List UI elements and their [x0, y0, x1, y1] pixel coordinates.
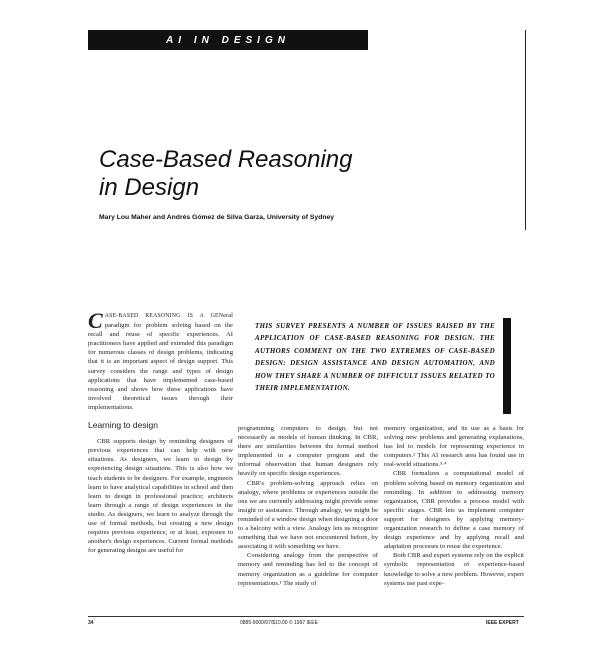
- column-rule: [525, 30, 526, 230]
- article-abstract: THIS SURVEY PRESENTS A NUMBER OF ISSUES RAISED BY THE APPLICATION OF CASE-BASED REASONING FOR DESIGN. THE AUTHORS COMMENT ON THE TWO EXTREMES OF CASE-BASED DESIGN: DESIGN ASSISTANCE AND DESIGN AUTOMATION, AND HOW THEY SHARE A NUMBER OF DIFFICULT ISSUES RELATED TO THEIR IMPLEMENTATION.: [255, 322, 495, 393]
- col3-paragraph-2: CBR formalizes a computational model of problem solving based on memory organization and reminding. In addition to addressing memory organization, CBR provides a process model with specific stages. CBR lets us implement computer support for designers by applying memory-organization research to define a case memory of design experience and by applying recall and adaptation processes to reuse the experience.: [384, 470, 524, 551]
- body-column-1: [88, 308, 233, 555]
- body-column-2: [238, 424, 378, 588]
- body-column-3: [384, 424, 524, 588]
- col3-paragraph-1: memory organization, and its use as a basis for solving new problems and generating explanations, has led to models for representing experience in computers.² This AI research area has found use in real-world situations.³·⁴: [384, 425, 524, 469]
- section-banner-text: AI IN DESIGN: [166, 34, 290, 46]
- article-title: [99, 146, 519, 202]
- author-byline: Mary Lou Maher and Andrés Gómez de Silva Garza, University of Sydney: [99, 214, 335, 221]
- col1-paragraph: CBR supports design by reminding designers of previous experiences that can help with new situations. As designers, we learn to design by experiencing design situations. This is also how we teach students to be designers. For example, engineers learn to have analytical capabilities in school and then learn to design in professional practice; architects learn through a range of design experiences in the studio. As designers, we learn to analyze through the use of formal methods, but creating a new design requires previous experience, or at least, exposure to another's design experiences. Current formal methods for generating designs are useful for: [88, 438, 233, 555]
- col2-paragraph-3: Considering analogy from the perspective of memory and reminding has led to the concept of memory organization as a guideline for computer representations.¹ The study of: [238, 552, 378, 587]
- title-line-2: in Design: [99, 174, 200, 201]
- col2-paragraph-1: programming computers to design, but not necessarily as models of human thinking. In CBR, there are similarities between the formal method implemented in a computer program and the informal observation that human designers rely heavily on specific design experiences.: [238, 425, 378, 478]
- title-line-1: Case-Based Reasoning: [99, 146, 353, 173]
- footer-rule: [88, 616, 524, 617]
- intro-rest: eral paradigm for problem solving based on the recall and reuse of specific experiences. AI practitioners have applied and extended this paradigm for numerous classes of design problems, indicating that it is an important aspect of design support. This survey considers the range and types of design applications that have implemented case-based reasoning and shows how these applications have involved theoretical issues through their implementations.: [88, 312, 233, 411]
- section-banner: [88, 30, 368, 50]
- issn-line: 0885-9000/97/$10.00 © 1997 IEEE: [240, 620, 318, 626]
- abstract-bar: [503, 318, 511, 414]
- col3-paragraph-3: Both CBR and expert systems rely on the explicit symbolic representation of experience-based knowledge to solve a new problem. However, expert systems use past expe-: [384, 552, 524, 587]
- journal-name: IEEE EXPERT: [486, 620, 519, 626]
- intro-paragraph: [88, 308, 233, 412]
- page-number: 34: [88, 620, 94, 626]
- intro-lead: ASE-BASED REASONING IS A GEN: [104, 313, 224, 319]
- col2-paragraph-2: CBR's problem-solving approach relies on analogy, where problems or experiences outside the one we are currently addressing might provide some insight or assistance. Through analogy, we might be reminded of a window design when designing a door to a balcony with a view. Analogy lets us recognize something that we have not encountered before, by associating it with something we have.: [238, 479, 378, 551]
- drop-cap: C: [88, 308, 103, 333]
- section-heading: Learning to design: [88, 420, 158, 431]
